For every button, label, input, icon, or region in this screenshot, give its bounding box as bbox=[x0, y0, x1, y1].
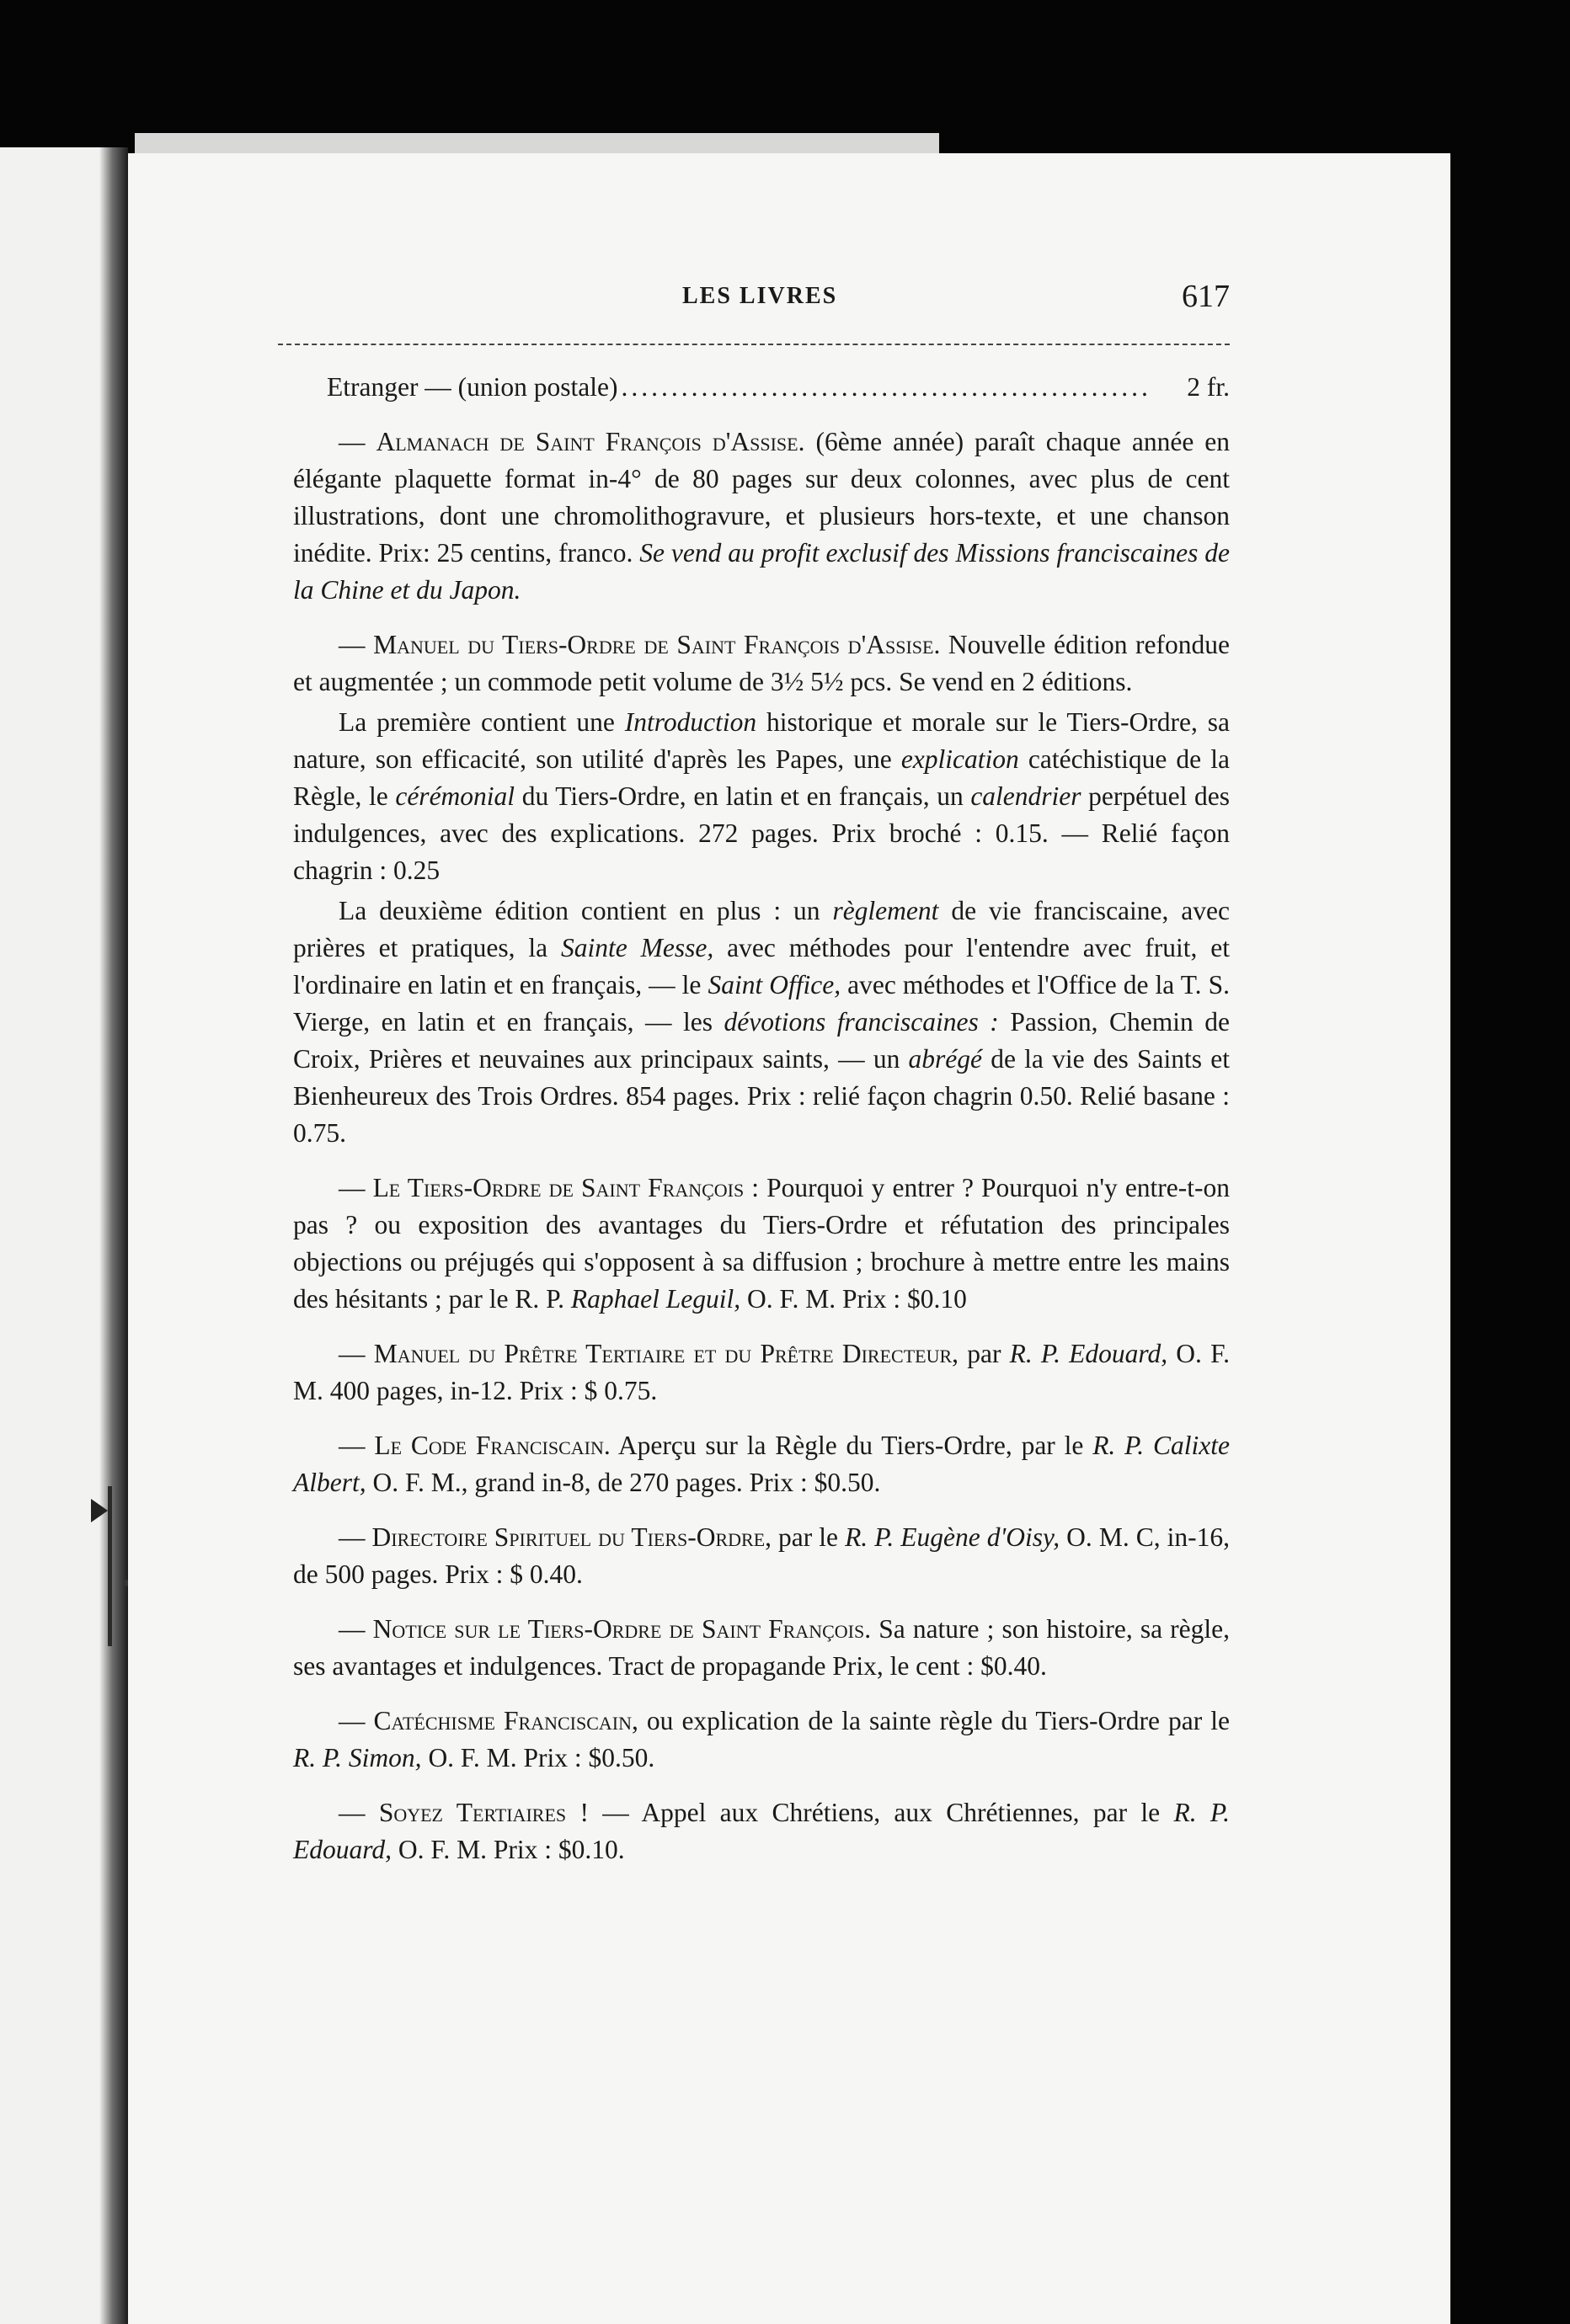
entry-body: ou explication de la sainte règle du Tiers-Ordre par le bbox=[638, 1706, 1230, 1735]
entry-body: : Pourquoi y entrer ? Pourquoi n'y entre-t-on pas ? ou exposition des avantages du Tiers-Ordre et réfutation des principales objections ou préjugés qui s'opposent à sa diffusion ; brochure à mettre entre les mains des hésitants ; par le R. P. bbox=[293, 1173, 1230, 1314]
tiers-ordre-entry bbox=[293, 1170, 1230, 1318]
text-run: historique et morale sur le Tiers-Ordre, sa nature, son efficacité, son utilité d'après les Papes, une bbox=[293, 707, 1231, 774]
entry-title: Catéchisme Franciscain, bbox=[373, 1706, 638, 1735]
entry-title: Notice sur le Tiers-Ordre de Saint François. bbox=[372, 1614, 872, 1644]
entry-title: Soyez Tertiaires ! bbox=[378, 1798, 589, 1827]
almanach-entry bbox=[293, 424, 1230, 609]
entry-note: Se vend au profit exclusif des Missions franciscaines de la Chine et du Japon. bbox=[293, 538, 1230, 605]
text-run: perpétuel des indulgences, avec des explications. 272 pages. Prix broché : 0.15. — Relié façon chagrin : 0.25 bbox=[293, 781, 1230, 885]
italic-term: Sainte Messe, bbox=[561, 933, 714, 962]
deuxieme-edition-paragraph bbox=[293, 893, 1230, 1152]
italic-term: Saint Office, bbox=[708, 970, 841, 999]
entry-dash: — bbox=[339, 630, 374, 659]
entry-body: — Appel aux Chrétiens, aux Chrétiennes, par le bbox=[588, 1798, 1174, 1827]
text-run: du Tiers-Ordre, en latin et en français, un bbox=[515, 781, 971, 811]
entry-body: Aperçu sur la Règle du Tiers-Ordre, par le bbox=[610, 1431, 1093, 1460]
entry-tail: O. F. M. 400 pages, in-12. Prix : $ 0.75. bbox=[293, 1339, 1230, 1405]
margin-line bbox=[108, 1486, 112, 1646]
entry-title: Manuel du Tiers-Ordre de Saint François d'Assise. bbox=[373, 630, 941, 659]
catechisme-entry bbox=[293, 1703, 1230, 1777]
entry-tail: O. F. M. Prix : $0.50. bbox=[421, 1743, 655, 1772]
entry-author: R. P. Edouard, bbox=[293, 1798, 1230, 1864]
text-run: avec méthodes pour l'entendre avec fruit, et l'ordinaire en latin et en français, — le bbox=[293, 933, 1230, 999]
entry-title: Le Code Franciscain. bbox=[374, 1431, 611, 1460]
entry-body: par le bbox=[772, 1522, 846, 1552]
entry-title: Directoire Spirituel du Tiers-Ordre, bbox=[371, 1522, 772, 1552]
text-run: catéchistique de la Règle, le bbox=[293, 744, 1230, 811]
page-number: 617 bbox=[1182, 279, 1230, 314]
entry-dash: — bbox=[339, 1173, 373, 1202]
italic-term: abrégé bbox=[908, 1044, 983, 1074]
entry-tail: O. M. C, in-16, de 500 pages. Prix : $ 0.40. bbox=[293, 1522, 1230, 1589]
entry-dash: — bbox=[339, 1706, 374, 1735]
code-franciscain-entry bbox=[293, 1427, 1230, 1501]
entry-author: R. P. Eugène d'Oisy, bbox=[845, 1522, 1060, 1552]
entry-dash: — bbox=[339, 1522, 372, 1552]
running-title: LES LIVRES bbox=[682, 283, 838, 309]
entry-body: (6ème année) paraît chaque année en élégante plaquette format in-4° de 80 pages sur deux colonnes, avec plus de cent illustrations, dont une chromolithogravure, et plusieurs hors-texte, et une chanson inédite. Prix: 25 centins, franco. bbox=[293, 427, 1231, 568]
notice-entry bbox=[293, 1611, 1230, 1685]
entry-dash: — bbox=[339, 1798, 379, 1827]
etranger-price: 2 fr. bbox=[1187, 372, 1230, 402]
text-run: La deuxième édition contient en plus : un bbox=[339, 896, 833, 925]
entry-tail: O. F. M. Prix : $0.10. bbox=[391, 1835, 625, 1864]
text-run: La première contient une bbox=[339, 707, 625, 737]
italic-term: Introduction bbox=[624, 707, 757, 737]
entry-body: par bbox=[959, 1339, 1010, 1368]
header-rule bbox=[278, 344, 1230, 345]
entry-title: Almanach de Saint François d'Assise. bbox=[376, 427, 805, 456]
italic-term: règlement bbox=[832, 896, 939, 925]
page-header bbox=[278, 278, 1230, 320]
manuel-pretre-entry bbox=[293, 1335, 1230, 1410]
dot-leader bbox=[622, 369, 1151, 406]
entry-author: Raphael Leguil, bbox=[570, 1284, 741, 1314]
text-run: avec méthodes et l'Office de la T. S. Vierge, en latin et en français, — les bbox=[293, 970, 1230, 1037]
margin-marks bbox=[0, 0, 126, 2324]
entry-dash: — bbox=[339, 1431, 375, 1460]
entry-body: Nouvelle édition refondue et augmentée ; un commode petit volume de 3½ 5½ pcs. Se vend en 2 éditions. bbox=[293, 630, 1230, 696]
directoire-entry bbox=[293, 1519, 1230, 1593]
entry-author: R. P. Simon, bbox=[293, 1743, 422, 1772]
entry-dash: — bbox=[339, 1614, 373, 1644]
etranger-line bbox=[293, 369, 1230, 406]
etranger-label: Etranger — (union postale) bbox=[327, 372, 618, 402]
manuel-entry bbox=[293, 626, 1230, 701]
margin-wedge-mark bbox=[91, 1499, 108, 1522]
premiere-edition-paragraph bbox=[293, 704, 1230, 889]
entry-body: Sa nature ; son histoire, sa règle, ses avantages et indulgences. Tract de propagande Prix, le cent : $0.40. bbox=[293, 1614, 1231, 1681]
soyez-tertiaires-entry bbox=[293, 1794, 1230, 1868]
entry-dash: — bbox=[339, 1339, 374, 1368]
text-run: de vie franciscaine, avec prières et pratiques, la bbox=[293, 896, 1230, 962]
entry-tail: O. F. M. Prix : $0.10 bbox=[740, 1284, 967, 1314]
italic-term: cérémonial bbox=[395, 781, 515, 811]
text-run: Passion, Chemin de Croix, Prières et neuvaines aux principaux saints, — un bbox=[293, 1007, 1230, 1074]
entry-title: Manuel du Prêtre Tertiaire et du Prêtre Directeur, bbox=[373, 1339, 959, 1368]
entry-author: R. P. Calixte Albert, bbox=[293, 1431, 1230, 1497]
italic-term: dévotions franciscaines : bbox=[724, 1007, 999, 1037]
entry-author: R. P. Edouard, bbox=[1009, 1339, 1168, 1368]
text-run: de la vie des Saints et Bienheureux des Trois Ordres. 854 pages. Prix : relié façon chagrin 0.50. Relié basane : 0.75. bbox=[293, 1044, 1230, 1148]
entry-dash: — bbox=[339, 427, 376, 456]
italic-term: calendrier bbox=[970, 781, 1081, 811]
entry-title: Le Tiers-Ordre de Saint François bbox=[372, 1173, 745, 1202]
italic-term: explication bbox=[900, 744, 1019, 774]
entry-tail: O. F. M., grand in-8, de 270 pages. Prix : $0.50. bbox=[366, 1468, 881, 1497]
page-content bbox=[293, 369, 1230, 1886]
